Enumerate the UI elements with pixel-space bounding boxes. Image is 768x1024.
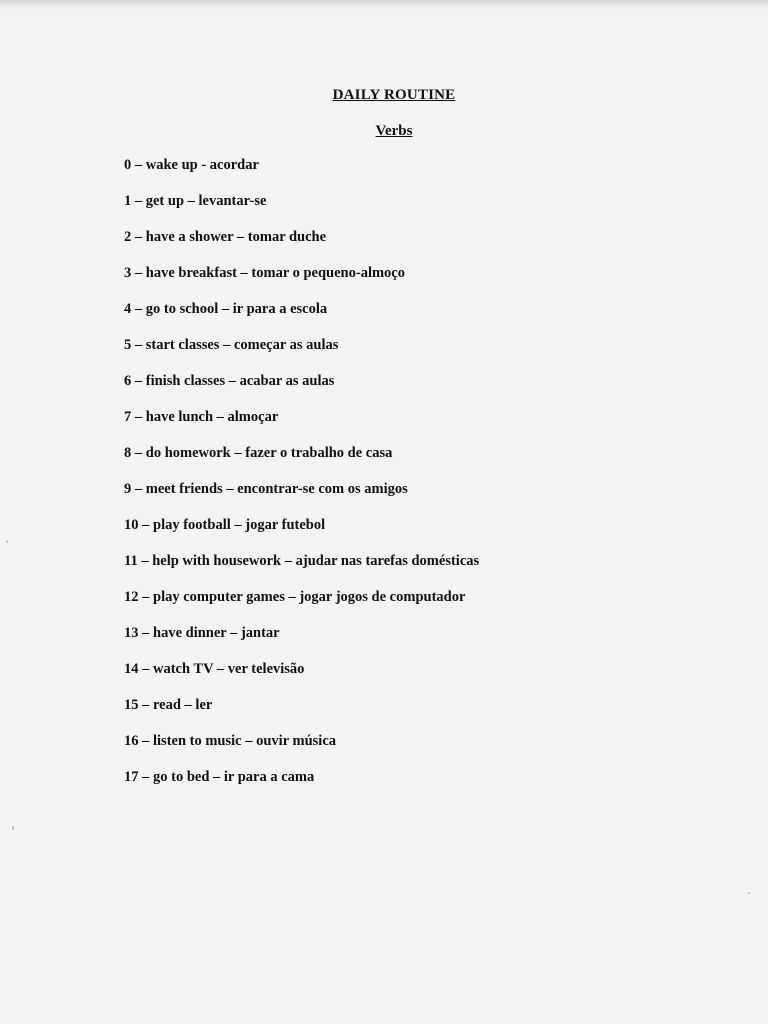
page-subtitle: Verbs [375, 123, 413, 139]
list-item: 0 – wake up - acordar [124, 157, 259, 173]
list-item: 13 – have dinner – jantar [124, 625, 280, 641]
list-item: 4 – go to school – ir para a escola [124, 301, 328, 317]
list-item: 9 – meet friends – encontrar-se com os amigos [124, 481, 408, 497]
list-item: 15 – read – ler [124, 697, 213, 713]
list-item: 10 – play football – jogar futebol [124, 517, 326, 533]
list-item: 16 – listen to music – ouvir música [124, 733, 336, 749]
list-item: 12 – play computer games – jogar jogos de computador [124, 589, 466, 605]
scan-top-edge [0, 0, 768, 10]
list-item: 7 – have lunch – almoçar [124, 409, 279, 425]
scan-speck [6, 540, 8, 543]
list-item: 2 – have a shower – tomar duche [124, 229, 327, 245]
list-item: 6 – finish classes – acabar as aulas [124, 373, 335, 389]
list-item: 17 – go to bed – ir para a cama [124, 769, 315, 785]
verb-list [124, 154, 479, 802]
list-item: 8 – do homework – fazer o trabalho de casa [124, 445, 393, 461]
scan-speck [748, 892, 750, 894]
list-item: 14 – watch TV – ver televisão [124, 661, 305, 677]
scan-speck [12, 826, 14, 830]
page-title: DAILY ROUTINE [332, 87, 456, 103]
list-item: 3 – have breakfast – tomar o pequeno-almoço [124, 265, 405, 281]
list-item: 5 – start classes – começar as aulas [124, 337, 339, 353]
list-item: 11 – help with housework – ajudar nas tarefas domésticas [124, 553, 480, 569]
list-item: 1 – get up – levantar-se [124, 193, 267, 209]
